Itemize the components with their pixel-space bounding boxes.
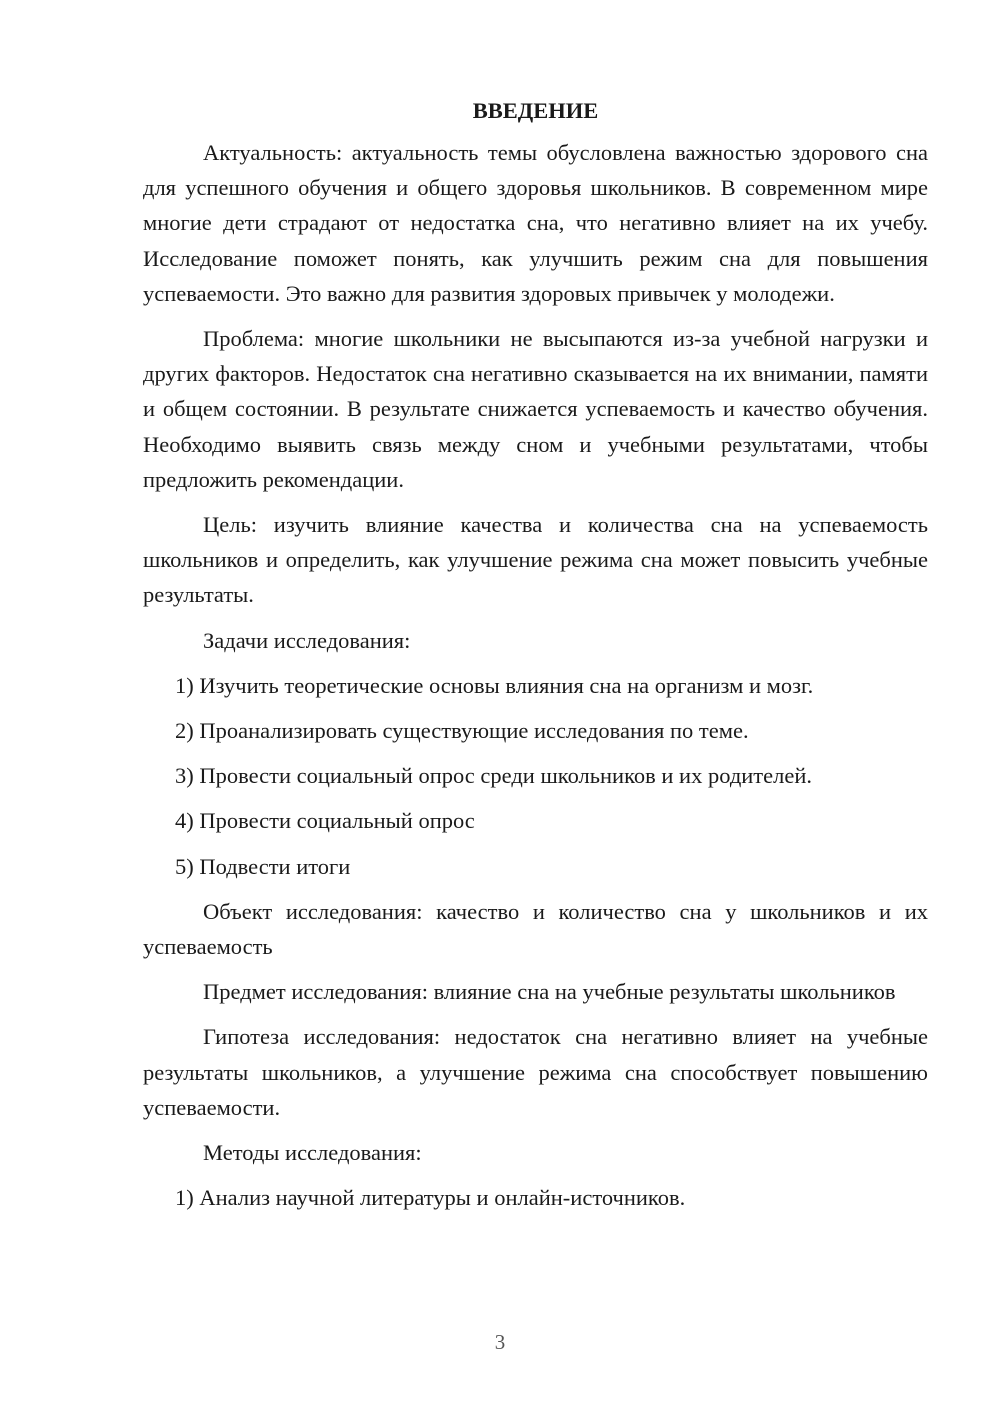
task-item-5: 5) Подвести итоги xyxy=(175,853,351,879)
paragraph-relevance: Актуальность: актуальность темы обусловлена важностью здорового сна для успешного обучения и общего здоровья школьников. В современном мире многие дети страдают от недостатка сна, что негативно влияет на их учебу. Исследование поможет понять, как улучшить режим сна для повышения успеваемости. Это важно для развития здоровых привычек у молодежи. xyxy=(143,140,928,306)
task-item-1: 1) Изучить теоретические основы влияния сна на организм и мозг. xyxy=(175,672,814,698)
methods-heading: Методы исследования: xyxy=(203,1140,422,1166)
paragraph-goal: Цель: изучить влияние качества и количества сна на успеваемость школьников и определить, как улучшение режима сна может повысить учебные результаты. xyxy=(143,512,928,608)
paragraph-object: Объект исследования: качество и количество сна у школьников и их успеваемость xyxy=(143,898,928,960)
page-content xyxy=(143,95,928,1225)
method-item-1: 1) Анализ научной литературы и онлайн-источников. xyxy=(175,1185,686,1211)
paragraph-hypothesis: Гипотеза исследования: недостаток сна негативно влияет на учебные результаты школьников, а улучшение режима сна способствует повышению успеваемости. xyxy=(143,1024,928,1120)
paragraph-problem: Проблема: многие школьники не высыпаются из-за учебной нагрузки и других факторов. Недостаток сна негативно сказывается на их внимании, памяти и общем состоянии. В результате снижается успеваемость и качество обучения. Необходимо выявить связь между сном и учебными результатами, чтобы предложить рекомендации. xyxy=(143,326,928,492)
tasks-heading: Задачи исследования: xyxy=(203,627,411,653)
task-item-2: 2) Проанализировать существующие исследования по теме. xyxy=(175,718,749,744)
section-title: ВВЕДЕНИЕ xyxy=(472,98,599,123)
paragraph-subject: Предмет исследования: влияние сна на учебные результаты школьников xyxy=(203,979,896,1005)
page-number: 3 xyxy=(494,1330,506,1354)
task-item-3: 3) Провести социальный опрос среди школьников и их родителей. xyxy=(175,763,813,789)
task-item-4: 4) Провести социальный опрос xyxy=(175,808,475,834)
